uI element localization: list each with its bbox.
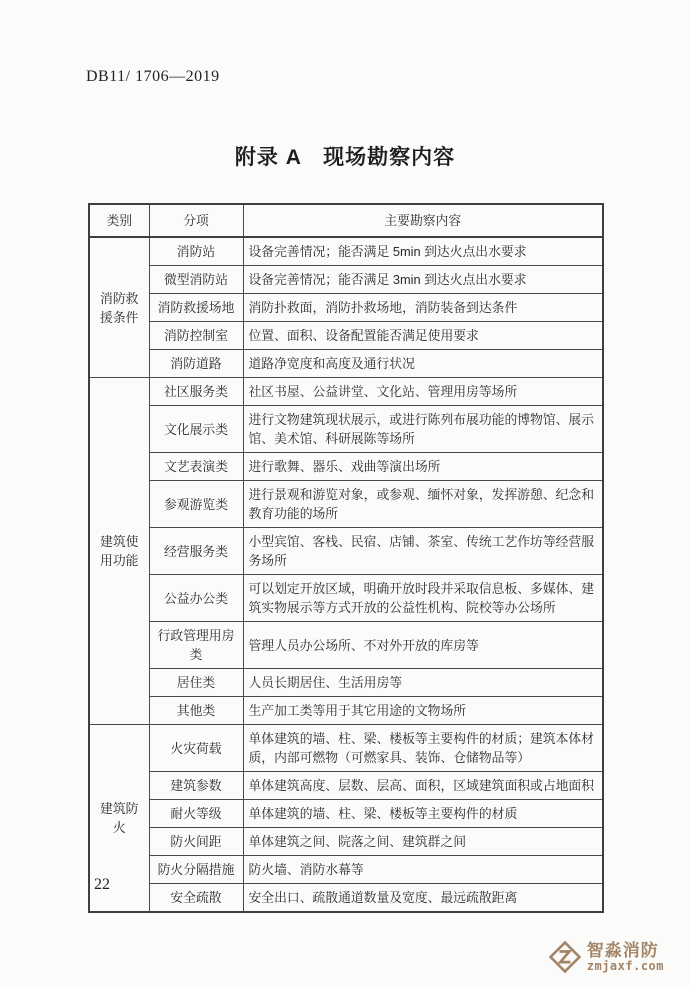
- subitem-cell: 安全疏散: [149, 884, 243, 913]
- table-row: [89, 856, 603, 884]
- table-row: [89, 266, 603, 294]
- survey-content-cell: 进行歌舞、器乐、戏曲等演出场所: [243, 453, 603, 481]
- watermark: [548, 940, 664, 974]
- subitem-cell: 耐火等级: [149, 800, 243, 828]
- standard-number: DB11/ 1706—2019: [86, 68, 220, 85]
- subitem-cell: 消防道路: [149, 350, 243, 378]
- table-row: [89, 528, 603, 575]
- subitem-cell: 防火间距: [149, 828, 243, 856]
- survey-content-cell: 安全出口、疏散通道数量及宽度、最远疏散距离: [243, 884, 603, 913]
- subitem-cell: 火灾荷载: [149, 725, 243, 772]
- table-row: [89, 828, 603, 856]
- watermark-site: zmjaxf.com: [586, 958, 664, 973]
- survey-content-cell: 人员长期居住、生活用房等: [243, 669, 603, 697]
- watermark-brand: 智淼消防: [586, 940, 659, 960]
- appendix-title: 附录 A 现场勘察内容: [234, 146, 456, 169]
- diamond-z-logo-icon: [548, 940, 582, 974]
- survey-content-cell: 防火墙、消防水幕等: [243, 856, 603, 884]
- survey-content-cell: 位置、面积、设备配置能否满足使用要求: [243, 322, 603, 350]
- survey-content-cell: 社区书屋、公益讲堂、文化站、管理用房等场所: [243, 378, 603, 406]
- subitem-cell: 居住类: [149, 669, 243, 697]
- survey-content-cell: 管理人员办公场所、不对外开放的库房等: [243, 622, 603, 669]
- survey-content-cell: 生产加工类等用于其它用途的文物场所: [243, 697, 603, 725]
- table-header-row: [89, 204, 603, 237]
- table-row: [89, 406, 603, 453]
- survey-content-cell: 单体建筑之间、院落之间、建筑群之间: [243, 828, 603, 856]
- subitem-cell: 防火分隔措施: [149, 856, 243, 884]
- subitem-cell: 参观游览类: [149, 481, 243, 528]
- survey-content-cell: 设备完善情况；能否满足 5min 到达火点出水要求: [243, 237, 603, 266]
- category-cell: 建筑防火: [89, 725, 149, 913]
- subitem-cell: 经营服务类: [149, 528, 243, 575]
- subitem-cell: 文化展示类: [149, 406, 243, 453]
- header-main-content: 主要勘察内容: [243, 204, 603, 237]
- subitem-cell: 消防救援场地: [149, 294, 243, 322]
- survey-content-cell: 小型宾馆、客栈、民宿、店铺、茶室、传统工艺作坊等经营服务场所: [243, 528, 603, 575]
- table-row: [89, 350, 603, 378]
- category-cell: 建筑使用功能: [89, 378, 149, 725]
- subitem-cell: 消防控制室: [149, 322, 243, 350]
- header-subitem: 分项: [149, 204, 243, 237]
- survey-content-cell: 进行文物建筑现状展示，或进行陈列布展功能的博物馆、展示馆、美术馆、科研展陈等场所: [243, 406, 603, 453]
- page-number: 22: [94, 876, 110, 893]
- survey-content-cell: 消防扑救面，消防扑救场地，消防装备到达条件: [243, 294, 603, 322]
- table-row: [89, 294, 603, 322]
- table-row: [89, 725, 603, 772]
- table-row: [89, 378, 603, 406]
- table-row: [89, 481, 603, 528]
- subitem-cell: 文艺表演类: [149, 453, 243, 481]
- subitem-cell: 公益办公类: [149, 575, 243, 622]
- table-row: [89, 575, 603, 622]
- survey-content-cell: 单体建筑高度、层数、层高、面积，区域建筑面积或占地面积: [243, 772, 603, 800]
- survey-content-cell: 设备完善情况；能否满足 3min 到达火点出水要求: [243, 266, 603, 294]
- table-row: [89, 453, 603, 481]
- survey-content-cell: 道路净宽度和高度及通行状况: [243, 350, 603, 378]
- subitem-cell: 消防站: [149, 237, 243, 266]
- survey-content-cell: 单体建筑的墙、柱、梁、楼板等主要构件的材质: [243, 800, 603, 828]
- header-category: 类别: [89, 204, 149, 237]
- table-row: [89, 622, 603, 669]
- table-row: [89, 322, 603, 350]
- table-row: [89, 669, 603, 697]
- table-row: [89, 884, 603, 913]
- subitem-cell: 建筑参数: [149, 772, 243, 800]
- table-row: [89, 697, 603, 725]
- table-row: [89, 237, 603, 266]
- survey-content-cell: 可以划定开放区域，明确开放时段并采取信息板、多媒体、建筑实物展示等方式开放的公益性机构、院校等办公场所: [243, 575, 603, 622]
- subitem-cell: 其他类: [149, 697, 243, 725]
- subitem-cell: 社区服务类: [149, 378, 243, 406]
- category-cell: 消防救援条件: [89, 237, 149, 378]
- survey-content-cell: 进行景观和游览对象，或参观、缅怀对象，发挥游憩、纪念和教育功能的场所: [243, 481, 603, 528]
- subitem-cell: 微型消防站: [149, 266, 243, 294]
- table-row: [89, 800, 603, 828]
- survey-content-cell: 单体建筑的墙、柱、梁、楼板等主要构件的材质；建筑本体材质，内部可燃物（可燃家具、装饰、仓储物品等）: [243, 725, 603, 772]
- subitem-cell: 行政管理用房类: [149, 622, 243, 669]
- table-row: [89, 772, 603, 800]
- site-survey-table: [88, 203, 604, 913]
